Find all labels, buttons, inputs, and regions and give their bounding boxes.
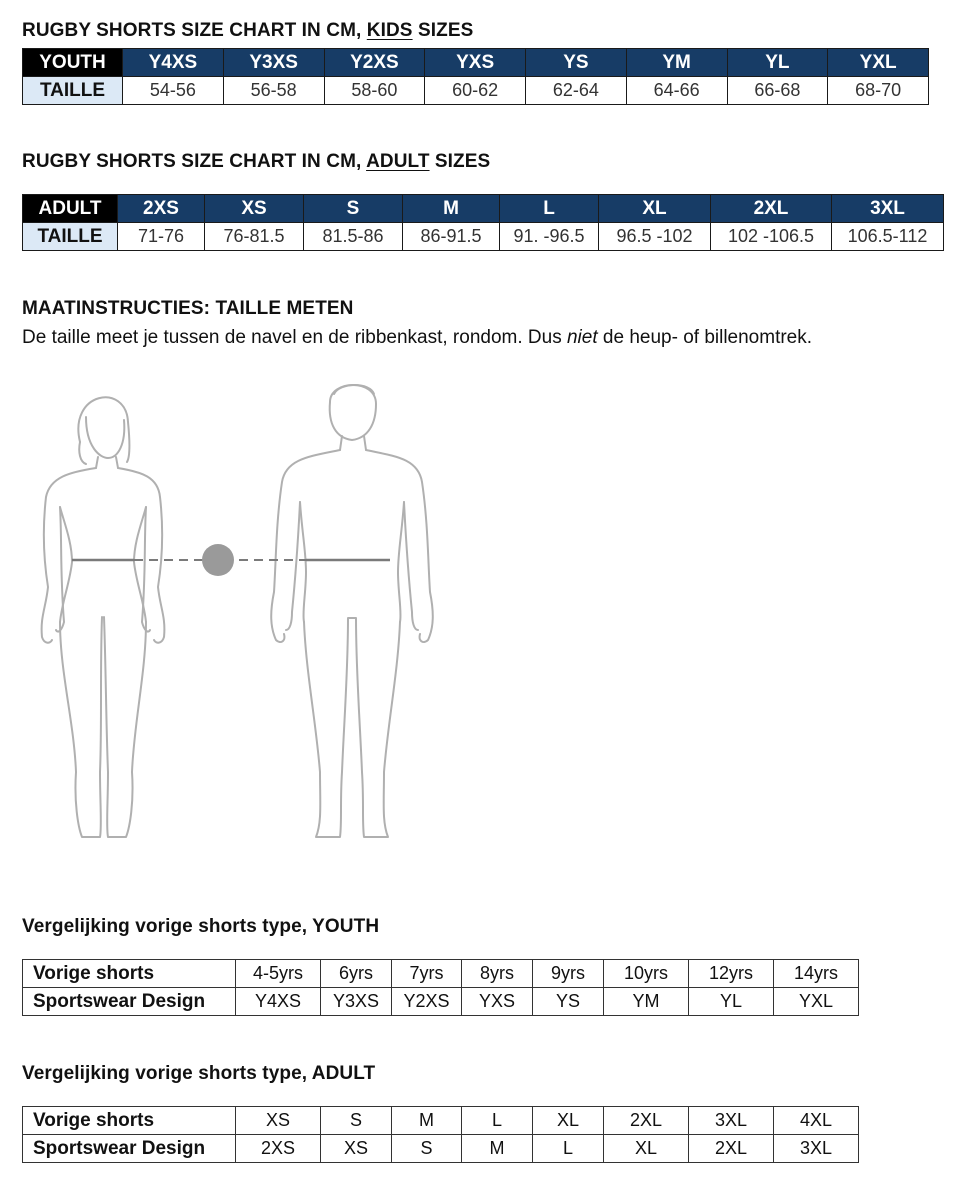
kids-size-header-row [23,49,929,77]
sportswear-size: 3XL [774,1135,859,1163]
sportswear-size: S [392,1135,462,1163]
adult-size-label: 3XL [832,195,944,223]
adult-waist-row [23,223,944,251]
previous-size: XS [236,1107,321,1135]
adult-waist-value: 102 -106.5 [711,223,832,251]
sportswear-design-label: Sportswear Design [23,1135,236,1163]
adult-size-label: 2XS [118,195,205,223]
previous-size: 14yrs [774,960,859,988]
adult-size-label: XL [599,195,711,223]
kids-size-label: YXL [828,49,929,77]
adult-compare-heading: Vergelijking vorige shorts type, ADULT [22,1063,376,1084]
sportswear-size: YL [689,988,774,1016]
sportswear-size: Y4XS [236,988,321,1016]
kids-waist-value: 62-64 [526,77,627,105]
kids-size-label: YXS [425,49,526,77]
sportswear-size: L [533,1135,604,1163]
sportswear-size: XS [321,1135,392,1163]
sportswear-size: Y2XS [392,988,462,1016]
waist-measurement-illustration [30,372,450,852]
sportswear-size: XL [604,1135,689,1163]
adult-waist-value: 76-81.5 [205,223,304,251]
kids-size-label: YL [727,49,828,77]
adult-waist-value: 106.5-112 [832,223,944,251]
previous-shorts-label: Vorige shorts [23,1107,236,1135]
instructions-heading: MAATINSTRUCTIES: TAILLE METEN [22,298,354,319]
kids-corner-label: YOUTH [23,49,123,77]
previous-size: 7yrs [392,960,462,988]
adult-previous-row [23,1107,859,1135]
adult-compare-table [22,1106,859,1163]
sportswear-size: Y3XS [321,988,392,1016]
sportswear-size: M [462,1135,533,1163]
previous-size: 10yrs [604,960,689,988]
kids-size-table [22,48,929,105]
kids-size-label: YS [526,49,627,77]
sportswear-size: YS [533,988,604,1016]
previous-size: S [321,1107,392,1135]
adult-waist-value: 91. -96.5 [500,223,599,251]
kids-waist-value: 54-56 [123,77,224,105]
adult-corner-label: ADULT [23,195,118,223]
kids-size-label: Y2XS [324,49,425,77]
kids-waist-value: 56-58 [223,77,324,105]
adult-size-label: M [403,195,500,223]
adult-waist-label: TAILLE [23,223,118,251]
kids-waist-row [23,77,929,105]
adult-waist-value: 96.5 -102 [599,223,711,251]
youth-previous-row [23,960,859,988]
adult-size-table [22,194,944,251]
kids-waist-label: TAILLE [23,77,123,105]
previous-size: 4XL [774,1107,859,1135]
previous-size: 4-5yrs [236,960,321,988]
previous-size: 9yrs [533,960,604,988]
sportswear-size: YM [604,988,689,1016]
adult-sportswear-row [23,1135,859,1163]
kids-chart-heading: RUGBY SHORTS SIZE CHART IN CM, KIDS SIZES [22,20,474,41]
youth-compare-table [22,959,859,1016]
sportswear-design-label: Sportswear Design [23,988,236,1016]
youth-sportswear-row [23,988,859,1016]
instructions-text: De taille meet je tussen de navel en de ribbenkast, rondom. Dus niet de heup- of billenomtrek. [22,327,813,348]
previous-size: 2XL [604,1107,689,1135]
adult-size-label: L [500,195,599,223]
adult-waist-value: 71-76 [118,223,205,251]
kids-size-label: YM [626,49,727,77]
previous-size: L [462,1107,533,1135]
previous-size: 6yrs [321,960,392,988]
adult-size-label: S [304,195,403,223]
male-figure-outline [271,385,433,837]
adult-size-label: XS [205,195,304,223]
measure-point-icon [202,544,234,576]
adult-chart-heading: RUGBY SHORTS SIZE CHART IN CM, ADULT SIZES [22,151,491,172]
previous-size: 3XL [689,1107,774,1135]
kids-size-label: Y3XS [223,49,324,77]
waist-measure-line [72,544,390,576]
adult-waist-value: 81.5-86 [304,223,403,251]
kids-size-label: Y4XS [123,49,224,77]
kids-waist-value: 60-62 [425,77,526,105]
sportswear-size: 2XS [236,1135,321,1163]
adult-waist-value: 86-91.5 [403,223,500,251]
sportswear-size: 2XL [689,1135,774,1163]
kids-waist-value: 66-68 [727,77,828,105]
adult-size-header-row [23,195,944,223]
previous-size: XL [533,1107,604,1135]
previous-size: 12yrs [689,960,774,988]
adult-size-label: 2XL [711,195,832,223]
kids-waist-value: 64-66 [626,77,727,105]
sportswear-size: YXS [462,988,533,1016]
sportswear-size: YXL [774,988,859,1016]
previous-size: M [392,1107,462,1135]
youth-compare-heading: Vergelijking vorige shorts type, YOUTH [22,916,380,937]
previous-size: 8yrs [462,960,533,988]
previous-shorts-label: Vorige shorts [23,960,236,988]
kids-waist-value: 68-70 [828,77,929,105]
female-figure-outline [42,397,165,837]
kids-waist-value: 58-60 [324,77,425,105]
